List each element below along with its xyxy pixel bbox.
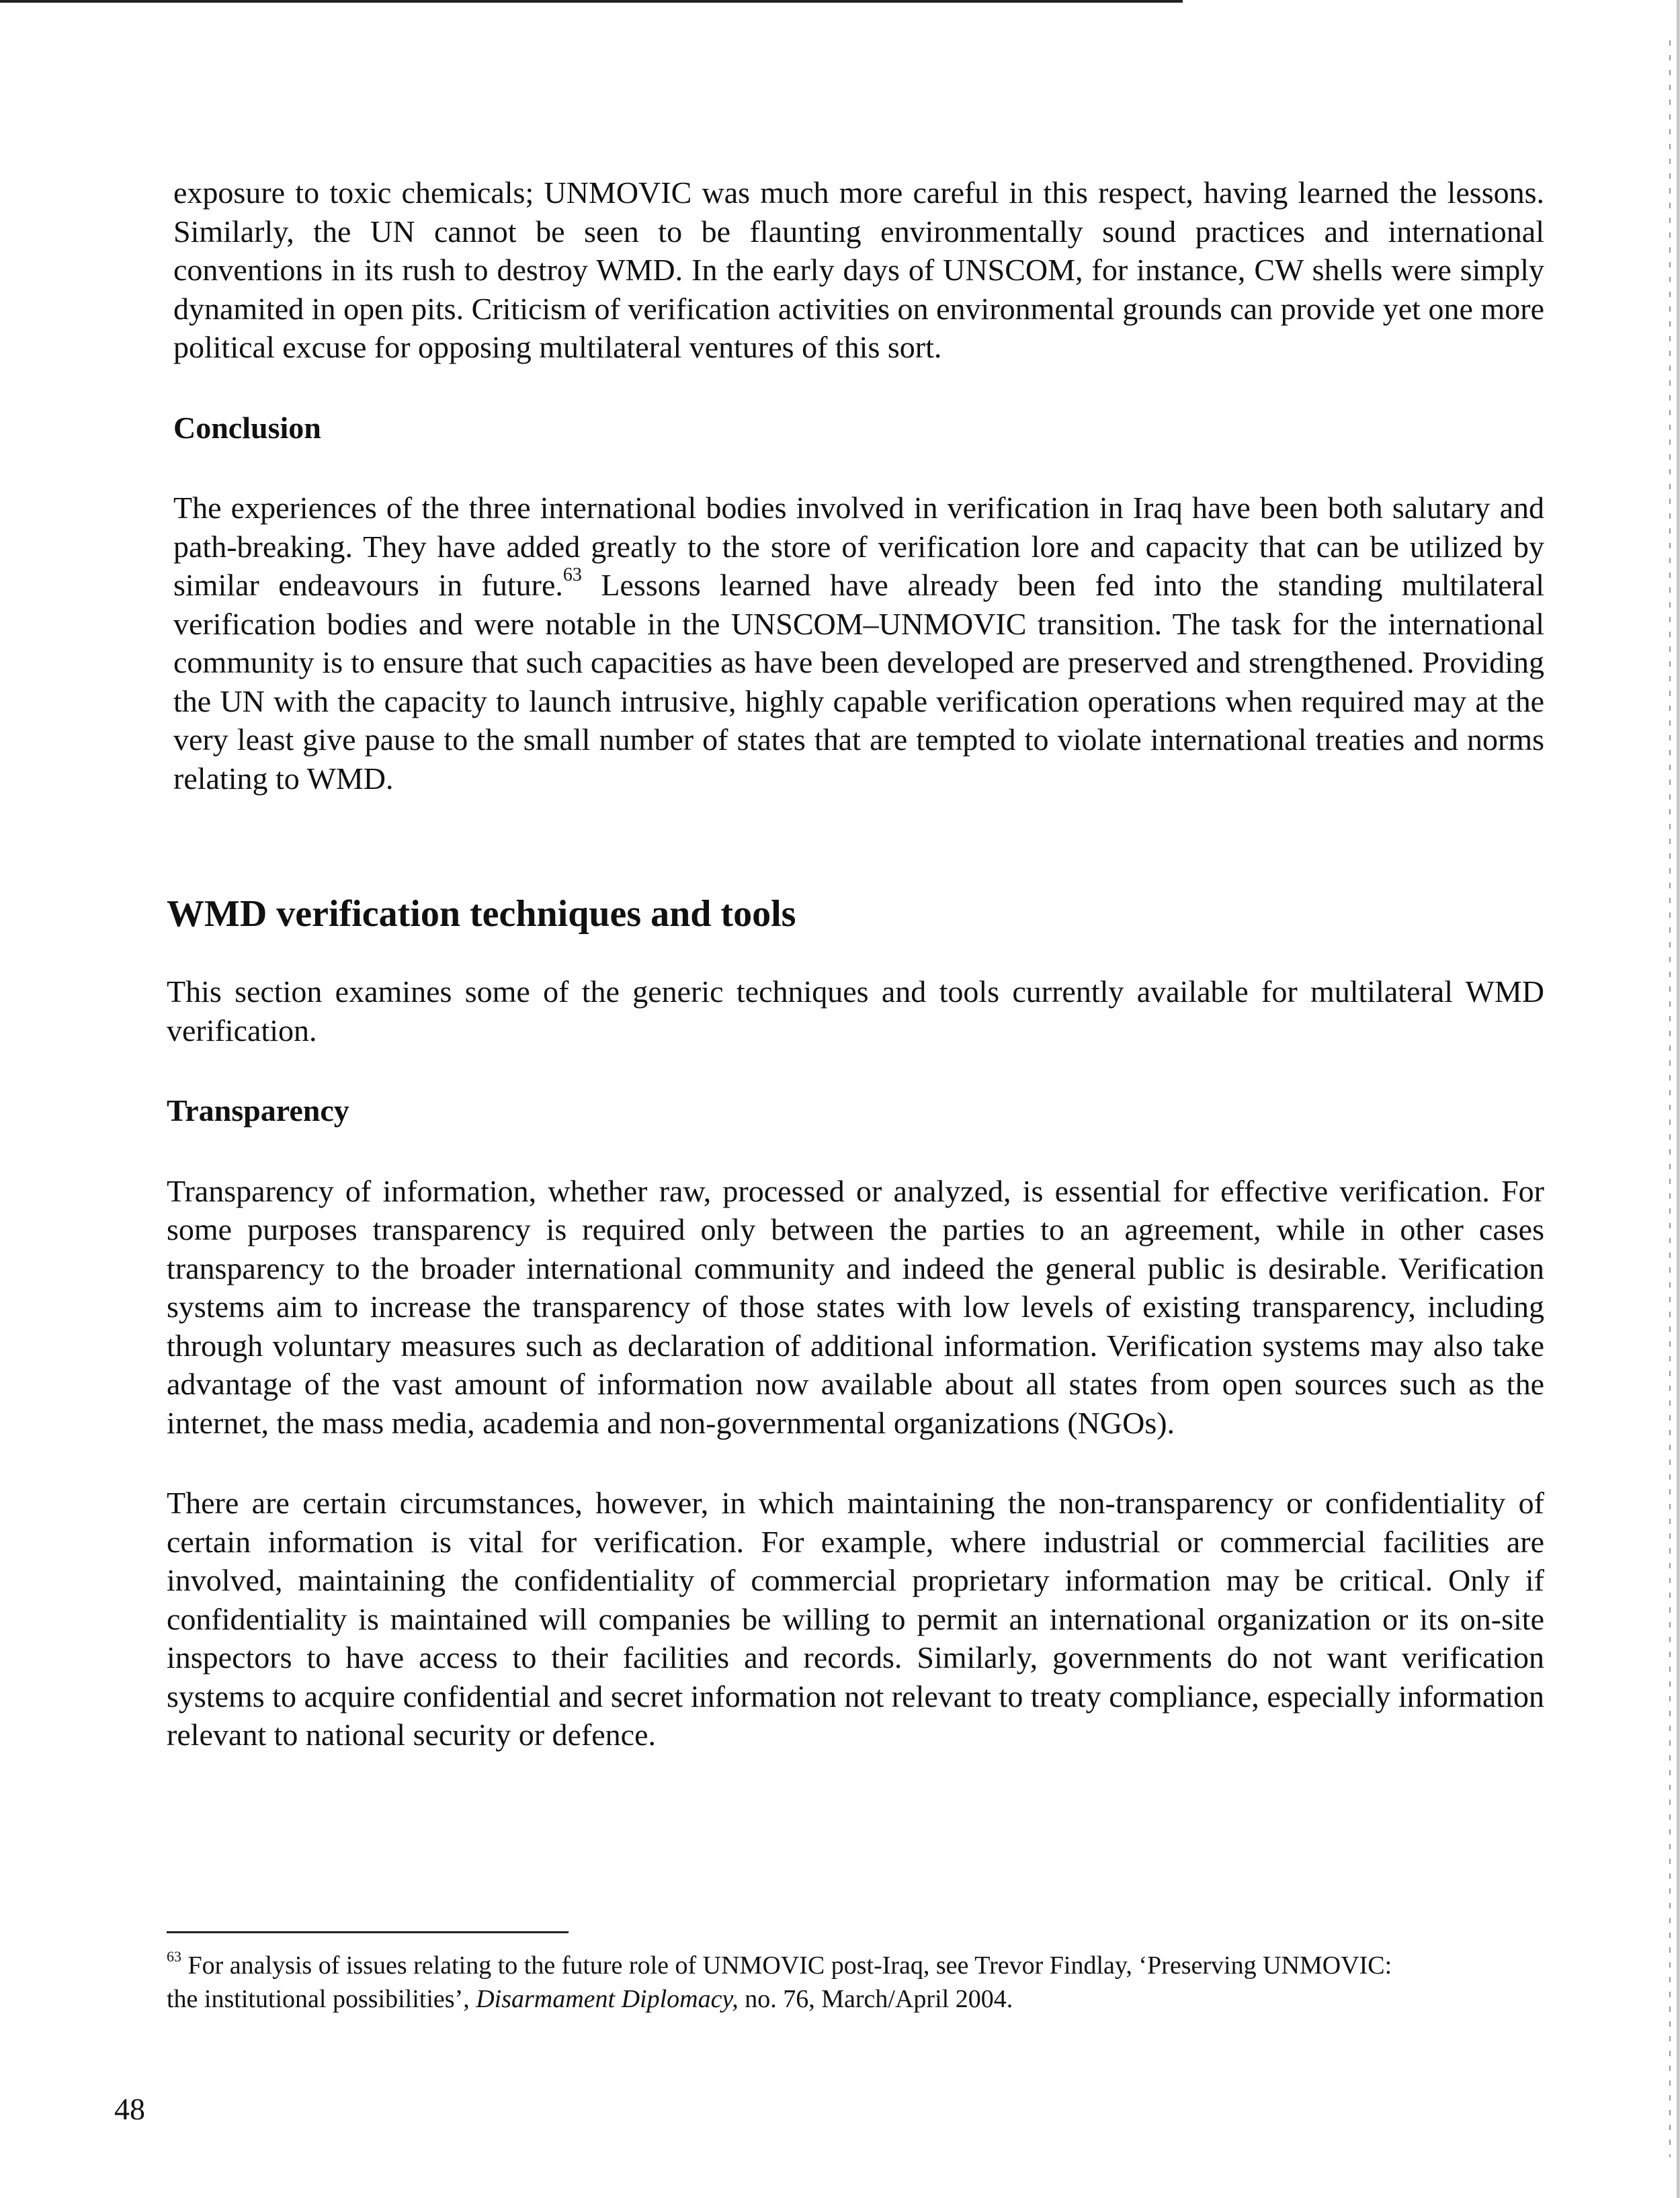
transparency-paragraph-2: There are certain circumstances, however, in which maintaining the non-transparency or confidentiality of certain information is vital for verification. For example, where industrial or commercial facilities are involved, maintaining the confidentiality of commercial proprietary information may be critical. Only if confidentiality is maintained will companies be willing to permit an international organization or its on-site inspectors to have access to their facilities and records. Similarly, governments do not want verification systems to acquire confidential and secret information not relevant to treaty compliance, especially information relevant to national security or defence. [167,1486,1544,1752]
conclusion-paragraph [173,489,1544,798]
scan-right-edge [1676,0,1680,2198]
scan-top-rule [0,0,1183,3]
footnote-separator [167,1931,569,1933]
scan-edge-marks [1669,40,1671,2157]
footnote-text-part-1: For analysis of issues relating to the future role of UNMOVIC post-Iraq, see Trevor Findlay, ‘Preserving UNMOVIC: the institutional possibilities’, [167,1951,1392,2013]
footnote-text-part-2: no. 76, March/April 2004. [738,1985,1013,2013]
page-number: 48 [114,2092,145,2126]
conclusion-text-part-2: Lessons learned have already been fed into the standing multilateral verification bodies and were notable in the UNSCOM–UNMOVIC transition. The task for the international community is to ensure that such capacities as have been developed are preserved and strengthened. Providing the UN with the capacity to launch intrusive, highly capable verification operations when required may at the very least give pause to the small number of states that are tempted to violate international treaties and norms relating to WMD. [173,568,1545,796]
footnote-number: 63 [167,1948,181,1965]
conclusion-text-part-1: The experiences of the three international bodies involved in verification in Iraq have been both salutary and path-breaking. They have added greatly to the store of verification lore and capacity that can be utilized by similar endeavours in future. [173,491,1544,602]
transparency-heading: Transparency [167,1093,349,1128]
conclusion-heading: Conclusion [173,410,321,445]
footnote-reference: 63 [562,564,582,585]
transparency-paragraph-1: Transparency of information, whether raw, processed or analyzed, is essential for effective verification. For some purposes transparency is required only between the parties to an agreement, while in other cases transparency to the broader international community and indeed the general public is desirable. Verification systems aim to increase the transparency of those states with low levels of existing transparency, including through voluntary measures such as declaration of additional information. Verification systems may also take advantage of the vast amount of information now available about all states from open sources such as the internet, the mass media, academia and non-governmental organizations (NGOs). [167,1173,1544,1440]
intro-paragraph: exposure to toxic chemicals; UNMOVIC was much more careful in this respect, having learned the lessons. Similarly, the UN cannot be seen to be flaunting environmentally sound practices and international conventions in its rush to destroy WMD. In the early days of UNSCOM, for instance, CW shells were simply dynamited in open pits. Criticism of verification activities on environmental grounds can provide yet one more political excuse for opposing multilateral ventures of this sort. [173,175,1544,364]
footnote [167,1949,1417,2016]
footnote-journal-title: Disarmament Diplomacy, [476,1985,739,2013]
page-body [167,173,1544,1755]
section-heading: WMD verification techniques and tools [167,893,796,935]
section-intro-paragraph: This section examines some of the generic techniques and tools currently available for multilateral WMD verification. [167,974,1544,1048]
